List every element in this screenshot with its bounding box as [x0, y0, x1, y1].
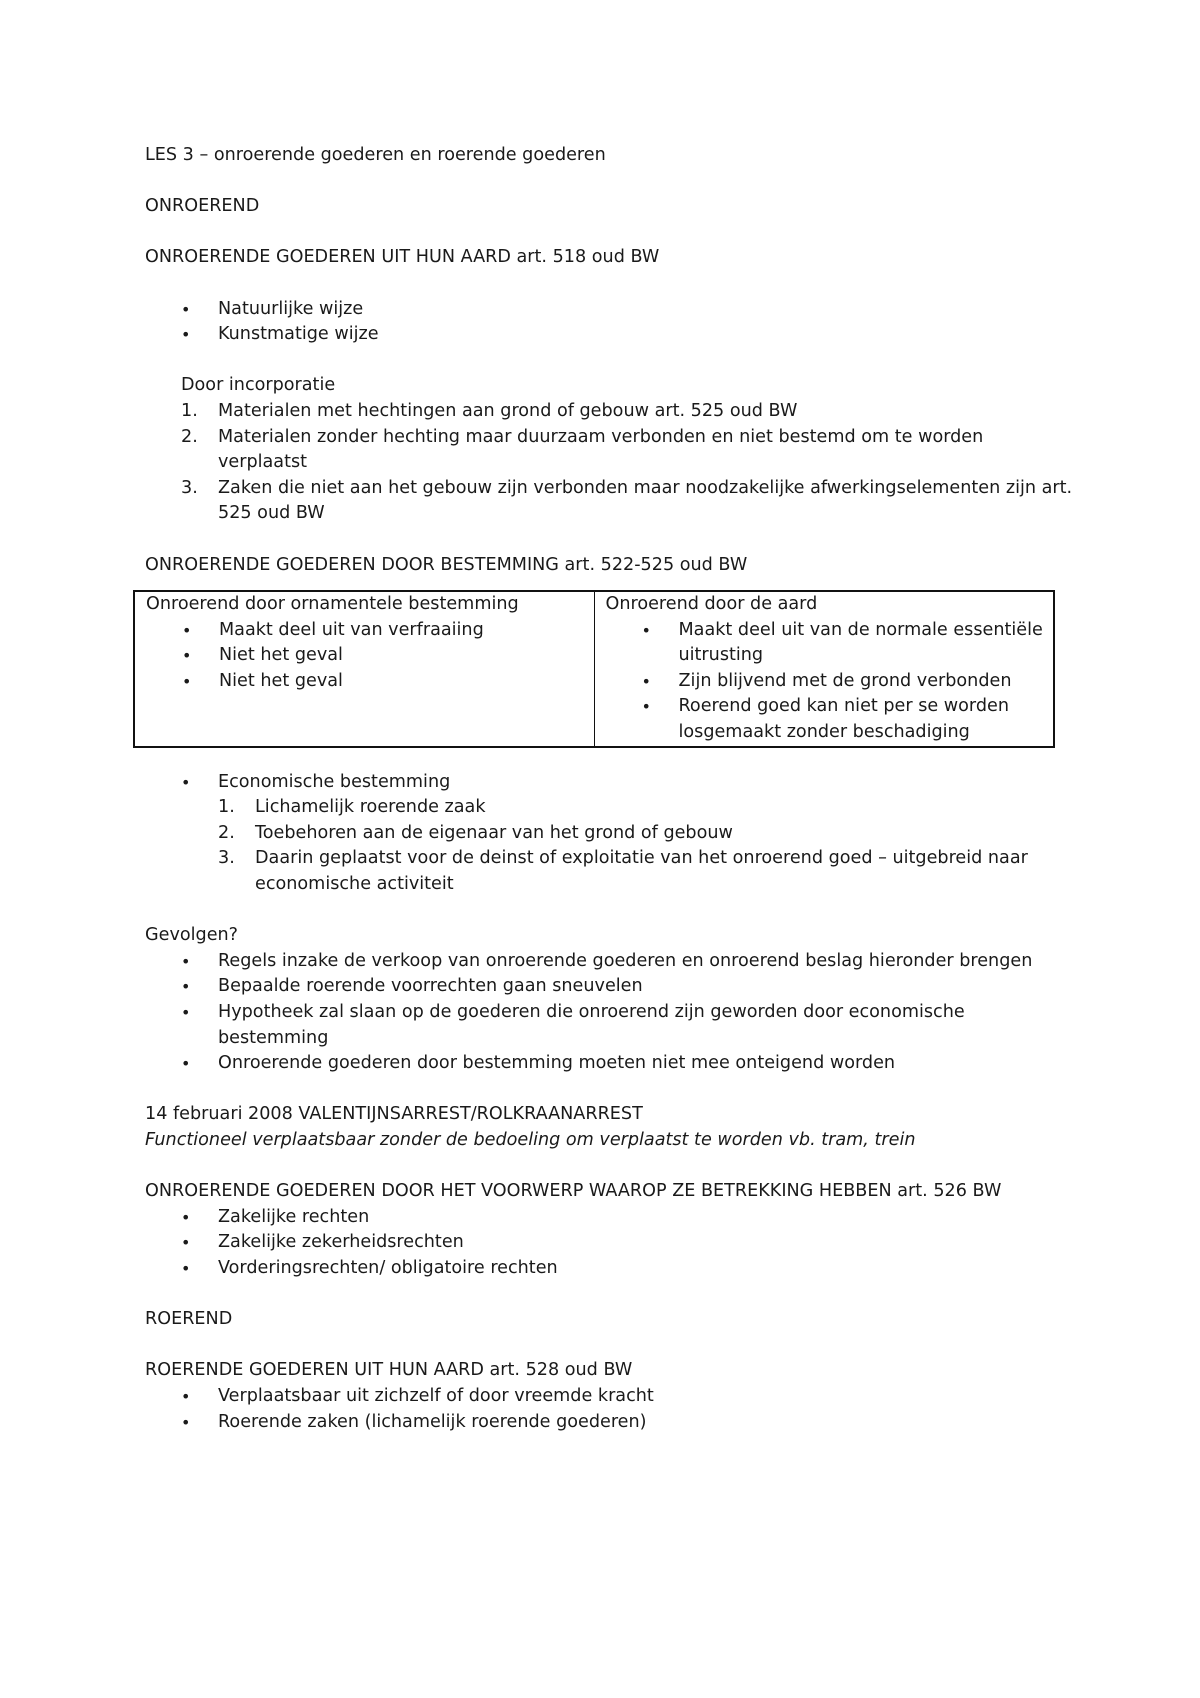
section-heading-onroerend: ONROEREND [145, 196, 260, 217]
gevolgen-list [145, 949, 1075, 1077]
list-item: • Hypotheek zal slaan op de goederen die onroerend zijn geworden door economische bestemming [145, 1000, 1075, 1051]
list-item: 1. Materialen met hechtingen aan grond of gebouw art. 525 oud BW [181, 400, 798, 421]
list-item: • Zakelijke rechten [145, 1205, 1075, 1231]
document-title: LES 3 – onroerende goederen en roerende goederen [145, 145, 606, 165]
list-item: • Maakt deel uit van verfraaiing [146, 618, 584, 644]
table-cell-left [134, 591, 594, 747]
list-item: • Natuurlijke wijze [145, 297, 1075, 323]
economisch-sublist [145, 795, 1075, 897]
bestemming-table [133, 590, 1055, 748]
gevolgen-label: Gevolgen? [145, 925, 239, 946]
table-right-title: Onroerend door de aard [605, 594, 818, 615]
table-cell-right [594, 591, 1054, 747]
list-item: • Vorderingsrechten/ obligatoire rechten [145, 1256, 1075, 1282]
list-item: 2. Materialen zonder hechting maar duurzaam verbonden en niet bestemd om te worden verplaatst [181, 426, 984, 473]
list-item: • Economische bestemming [145, 770, 1075, 796]
aard-list [145, 297, 1075, 348]
aard-heading: ONROERENDE GOEDEREN UIT HUN AARD art. 518 oud BW [145, 247, 660, 268]
list-item: 3. Daarin geplaatst voor de deinst of exploitatie van het onroerend goed – uitgebreid naar economische activiteit [218, 848, 1028, 895]
economisch-list [145, 770, 1075, 796]
arrest-italic: Functioneel verplaatsbaar zonder de bedoeling om verplaatst te worden vb. tram, trein [145, 1129, 916, 1150]
roerend-list [145, 1384, 1075, 1435]
list-item: • Onroerende goederen door bestemming moeten niet mee onteigend worden [145, 1051, 1075, 1077]
list-item: • Zijn blijvend met de grond verbonden [606, 669, 1044, 695]
list-item: • Niet het geval [146, 669, 584, 695]
list-item: • Kunstmatige wijze [145, 322, 1075, 348]
roerend-heading: ROERENDE GOEDEREN UIT HUN AARD art. 528 oud BW [145, 1360, 633, 1381]
document-body [145, 143, 1075, 1435]
list-item: 1. Lichamelijk roerende zaak [218, 797, 486, 818]
bestemming-heading: ONROERENDE GOEDEREN DOOR BESTEMMING art. 522-525 oud BW [145, 554, 748, 575]
list-item: 2. Toebehoren aan de eigenaar van het grond of gebouw [218, 822, 733, 843]
list-item: • Verplaatsbaar uit zichzelf of door vreemde kracht [145, 1384, 1075, 1410]
voorwerp-list [145, 1205, 1075, 1282]
list-item: • Roerend goed kan niet per se worden losgemaakt zonder beschadiging [606, 694, 1044, 745]
voorwerp-heading: ONROERENDE GOEDEREN DOOR HET VOORWERP WAAROP ZE BETREKKING HEBBEN art. 526 BW [145, 1181, 1002, 1202]
list-item: • Bepaalde roerende voorrechten gaan sneuvelen [145, 974, 1075, 1000]
table-left-title: Onroerend door ornamentele bestemming [146, 594, 519, 615]
list-item: • Zakelijke zekerheidsrechten [145, 1230, 1075, 1256]
incorporatie-list [145, 399, 1075, 527]
list-item: • Maakt deel uit van de normale essentiële uitrusting [606, 618, 1044, 669]
list-item: • Regels inzake de verkoop van onroerende goederen en onroerend beslag hieronder brengen [145, 949, 1075, 975]
list-item: 3. Zaken die niet aan het gebouw zijn verbonden maar noodzakelijke afwerkingselementen zijn art. 525 oud BW [181, 477, 1073, 524]
arrest-line: 14 februari 2008 VALENTIJNSARREST/ROLKRAANARREST [145, 1104, 643, 1125]
section-heading-roerend: ROEREND [145, 1309, 233, 1330]
list-item: • Niet het geval [146, 643, 584, 669]
list-item: • Roerende zaken (lichamelijk roerende goederen) [145, 1410, 1075, 1436]
incorporatie-label: Door incorporatie [181, 375, 336, 396]
